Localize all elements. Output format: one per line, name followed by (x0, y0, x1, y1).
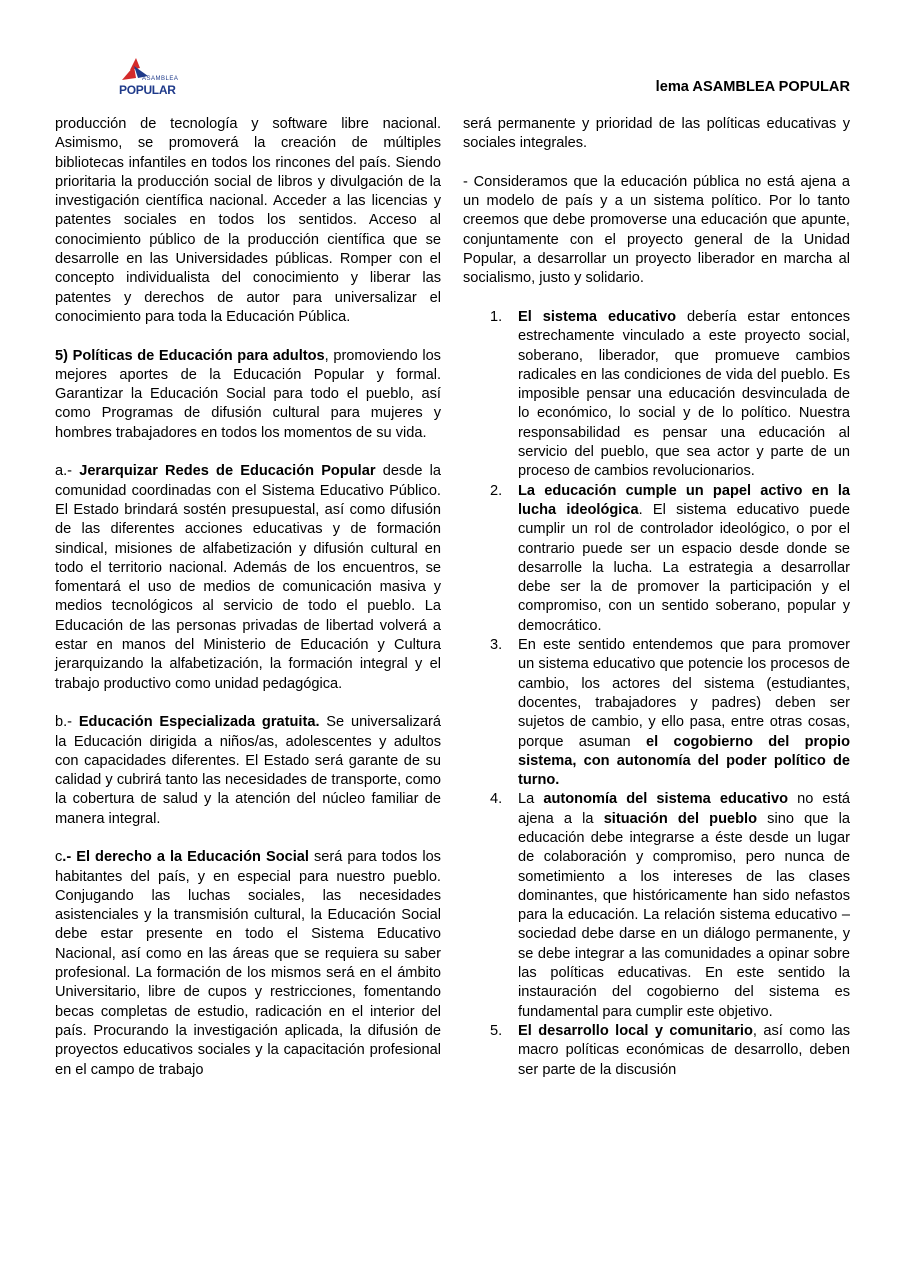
paragraph: producción de tecnología y software libre nacional. Asimismo, se promoverá la creación de múltiples bibliotecas infantiles en todos los rincones del país. Siendo prioritaria la producción social de libros y divulgación de la investigación científica nacional. Acceder a las licencias y patentes sociales en todos los sentidos. Acceso al conocimiento público de la producción científica que se desarrolle en las Universidades públicas. Romper con el concepto individualista del conocimiento y liberar las patentes y derechos de autor para universalizar el conocimiento para toda la Educación Pública. (55, 116, 441, 325)
paragraph: será permanente y prioridad de las políticas educativas y sociales integrales. (463, 116, 850, 152)
list-item: 3. En este sentido entendemos que para promover un sistema educativo que potencie los procesos de cambio, los actores del sistema (estudiantes, docentes, trabajadores y padres) deben ser sujetos de cambio, y ello pasa, entre otras cosas, porque asuman el cogobierno del propio sistema, con autonomía del poder político de turno. (490, 637, 850, 789)
paragraph: b.- Educación Especializada gratuita. Se universalizará la Educación dirigida a niños/as, adolescentes y adultos con capacidades diferentes. El Estado será garante de su calidad y cubrirá tanto las necesidades de transporte, como la cobertura de salud y la atención del núcleo familiar de manera integral. (55, 714, 441, 827)
asamblea-popular-logo (118, 56, 178, 100)
list-item: 5. El desarrollo local y comunitario, así como las macro políticas económicas de desarrollo, deben ser parte de la discusión (490, 1022, 850, 1078)
numbered-list (463, 308, 850, 1080)
list-item: 2. La educación cumple un papel activo en la lucha ideológica. El sistema educativo puede cumplir un rol de controlador ideológico, o por el contrario puede ser un espacio desde donde se desarrolle la lucha. La estrategia a desarrollar debe ser la de promover la participación y el compromiso, con un sentido soberano, popular y democrático. (490, 482, 850, 634)
logo-text-small: ASAMBLEA (142, 76, 179, 82)
paragraph: - Consideramos que la educación pública no está ajena a un modelo de país y a un sistema político. Por lo tanto creemos que debe promoverse una educación que apunte, conjuntamente con el proyecto general de la Unidad Popular, a desarrollar un proyecto liberador en marcha al socialismo, justo y solidario. (463, 173, 850, 287)
header-lema: lema ASAMBLEA POPULAR (655, 79, 850, 95)
list-item: 1. El sistema educativo debería estar entonces estrechamente vinculado a este proyecto social, soberano, liberador, que promueve cambios radicales en las condiciones de vida del pueblo. Es imposible pensar una educación desvinculada de lo económico, lo social y de lo político. Nuestra responsabilidad es pensar una educación al servicio del pueblo, que sea actor y parte de un proceso de cambios revolucionarios. (490, 308, 850, 480)
paragraph: a.- Jerarquizar Redes de Educación Popular desde la comunidad coordinadas con el Sistema Educativo Público. El Estado brindará sostén presupuestal, así como difusión de las diferentes acciones educativas y de formación sindical, misiones de alfabetización y difusión cultural en todo el territorio nacional. Además de los encuentros, se fomentará el uso de medios de comunicación masiva y medios tecnológicos al servicio de todo el pueblo. La Educación de las personas privadas de libertad volverá a estar en manos del Ministerio de Educación y Cultura jerarquizando la alfabetización, la formación integral y el trabajo productivo como unidad pedagógica. (55, 463, 441, 692)
section-heading: 5) Políticas de Educación para adultos (55, 347, 325, 364)
left-column (55, 115, 441, 1099)
page-header (0, 0, 906, 110)
list-item: 4. La autonomía del sistema educativo no está ajena a la situación del pueblo sino que la educación debe integrarse a éste desde un lugar de colaboración y compromiso, pero nunca de sometimiento a los intereses de las clases dominantes, que históricamente han sido nefastos para la educación. La relación sistema educativo – sociedad debe darse en un diálogo permanente, y se debe integrar a las comunidades a opinar sobre las políticas educativas. En este sentido la instauración del cogobierno del sistema es fundamental para cumplir este objetivo. (490, 791, 850, 1020)
right-column (463, 115, 850, 1080)
paragraph: 5) Políticas de Educación para adultos, promoviendo los mejores aportes de la Educación Popular y formal. Garantizar la Educación Social para todo el pueblo, así como Programas de difusión cultural para mujeres y hombres trabajadores en todos los momentos de su vida. (55, 347, 441, 441)
logo-text-big: POPULAR (119, 83, 176, 97)
paragraph: c.- El derecho a la Educación Social será para todos los habitantes del país, y en especial para nuestro pueblo. Conjugando las luchas sociales, las necesidades asistenciales y la transmisión cultural, la Educación Social debe estar presente en todo el Sistema Educativo Nacional, así como en las áreas que se requiera su saber profesional. La formación de los mismos será en el ámbito Universitario, libre de cupos y restricciones, fomentando becas completas de estudio, radicación en el interior del país. Procurando la investigación aplicada, la difusión de proyectos educativos sociales y la capacitación profesional en el campo de trabajo (55, 849, 441, 1078)
